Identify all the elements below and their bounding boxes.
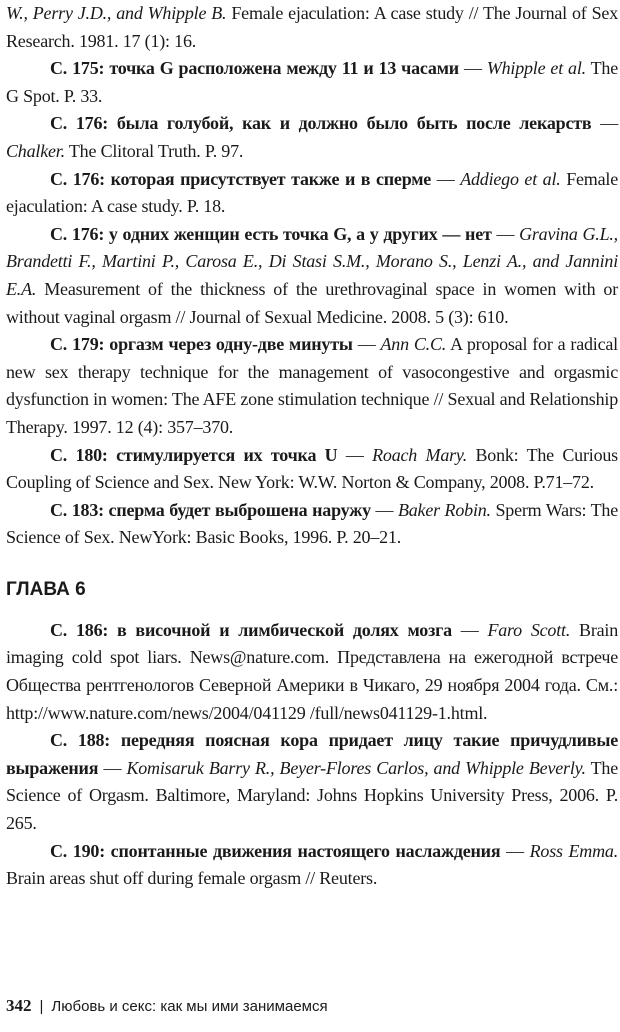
note-author: Baker Robin. <box>397 499 491 520</box>
note-text: Bonk: The Curious Coupling of Science and Sex. New York: W.W. Norton & Company, 2008. P.71–72. <box>6 444 618 493</box>
note-dash: — <box>352 334 381 355</box>
note-author: Ann C.C. <box>380 334 447 355</box>
footer-separator: | <box>39 998 44 1015</box>
note-ref: С. 188: передняя поясная кора придает лицу такие причудливые выражения <box>6 730 618 778</box>
continuation-paragraph <box>6 0 618 55</box>
note-dash: — <box>458 58 487 79</box>
note-text: Sperm Wars: The Science of Sex. NewYork: Basic Books, 1996. P. 20–21. <box>6 499 618 548</box>
note-ref: С. 183: сперма будет выброшена наружу <box>50 499 371 520</box>
book-page <box>6 0 618 1032</box>
note-dash: — <box>337 444 373 465</box>
note-author: Chalker. <box>6 140 65 161</box>
chapter5-notes <box>6 55 618 552</box>
note-entry <box>6 110 618 165</box>
note-text: A proposal for a radical new sex therapy technique for the management of vasocongestive and orgasmic dysfunction in women: The AFE zone stimulation technique // Sexual and Relationship Therapy. 1997. 12 (4): 357–370. <box>6 334 618 437</box>
note-author: Ross Emma. <box>529 840 619 861</box>
note-ref: С. 179: оргазм через одну-две минуты <box>50 334 353 355</box>
note-author: Faro Scott. <box>487 619 571 640</box>
note-dash: — <box>451 619 488 640</box>
note-author: Gravina G.L., Brandetti F., Martini P., Carosa E., Di Stasi S.M., Morano S., Lenzi A., and Jannini E.A. <box>6 223 618 299</box>
note-dash: — <box>500 840 530 861</box>
note-text: Brain imaging cold spot liars. News@nature.com. Представлена на ежегодной встрече Общества рентгенологов Северной Америки в Чикаго, 29 ноября 2004 года. См.: http://www.nature.com/news/2004/041129 /full/news041129-1.html. <box>6 619 619 723</box>
note-ref: С. 176: была голубой, как и должно было быть после лекарств <box>50 113 592 134</box>
book-title: Любовь и секс: как мы ими занимаемся <box>51 998 328 1015</box>
note-ref: С. 176: у одних женщин есть точка G, а у других — нет <box>50 223 492 244</box>
note-dash: — <box>431 168 461 189</box>
note-ref: С. 176: которая присутствует также и в сперме <box>50 168 432 189</box>
note-entry <box>6 166 618 221</box>
page-number: 342 <box>6 996 32 1015</box>
note-author: Addiego et al. <box>460 168 561 189</box>
note-dash: — <box>98 757 127 778</box>
note-text: Brain areas shut off during female orgasm // Reuters. <box>6 868 378 889</box>
note-entry <box>6 497 618 552</box>
note-ref: С. 175: точка G расположена между 11 и 13 часами <box>50 58 459 79</box>
note-entry <box>6 727 618 837</box>
page-footer <box>6 997 328 1016</box>
note-text: The Science of Orgasm. Baltimore, Maryland: Johns Hopkins University Press, 2006. P. 265. <box>6 757 618 834</box>
note-text: The Clitoral Truth. P. 97. <box>64 140 244 161</box>
note-dash: — <box>370 499 398 520</box>
note-entry <box>6 331 618 441</box>
note-author: Roach Mary. <box>372 444 468 465</box>
note-entry <box>6 442 618 497</box>
continuation-authors: W., Perry J.D., and Whipple B. <box>6 3 227 23</box>
note-ref: С. 180: стимулируется их точка U <box>50 444 338 465</box>
chapter6-notes <box>6 617 618 893</box>
note-text: The G Spot. P. 33. <box>6 58 618 106</box>
note-dash: — <box>591 113 618 134</box>
note-text: Measurement of the thickness of the urethrovaginal space in women with or without vaginal orgasm // Journal of Sexual Medicine. 2008. 5 (3): 610. <box>6 278 618 327</box>
note-dash: — <box>491 223 520 244</box>
chapter-heading: ГЛАВА 6 <box>6 578 86 600</box>
note-author: Whipple et al. <box>486 58 586 79</box>
note-entry <box>6 617 618 727</box>
note-text: Female ejaculation: A case study. P. 18. <box>6 168 618 217</box>
note-author: Komisaruk Barry R., Beyer-Flores Carlos, and Whipple Beverly. <box>126 757 586 778</box>
note-entry <box>6 55 618 110</box>
continuation-text: Female ejaculation: A case study // The Journal of Sex Research. 1981. 17 (1): 16. <box>6 3 618 51</box>
note-entry <box>6 221 618 331</box>
note-ref: С. 190: спонтанные движения настоящего наслаждения <box>50 840 501 861</box>
note-entry <box>6 838 618 893</box>
note-ref: С. 186: в височной и лимбической долях мозга <box>50 619 452 640</box>
